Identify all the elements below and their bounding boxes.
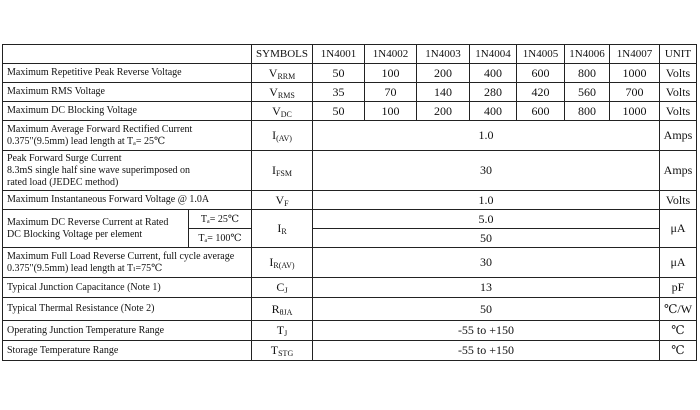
param-label: Typical Junction Capacitance (Note 1) — [3, 278, 252, 298]
symbol: $I_R$ — [252, 210, 313, 248]
value-cell: 35 — [313, 83, 365, 102]
unit-cell: Volts — [660, 83, 697, 102]
value-cell: 50 — [313, 298, 660, 321]
symbol: $V_{RMS}$ — [252, 83, 313, 102]
row-irav — [3, 248, 697, 278]
header-part: 1N4001 — [313, 45, 365, 64]
row-vrrm — [3, 64, 697, 83]
unit-cell: Volts — [660, 64, 697, 83]
value-cell: 800 — [565, 64, 610, 83]
unit-cell: μA — [660, 210, 697, 248]
value-cell: 1000 — [610, 64, 660, 83]
row-rtheta — [3, 298, 697, 321]
value-cell: 1.0 — [313, 121, 660, 151]
condition-cell: Tₐ= 100℃ — [189, 229, 252, 248]
value-cell: 30 — [313, 248, 660, 278]
symbol: $V_F$ — [252, 191, 313, 210]
symbol: $I_{(AV)}$ — [252, 121, 313, 151]
symbol: $T_J$ — [252, 321, 313, 341]
param-label: Storage Temperature Range — [3, 341, 252, 361]
value-cell: 1.0 — [313, 191, 660, 210]
value-cell: -55 to +150 — [313, 341, 660, 361]
row-vrms — [3, 83, 697, 102]
value-cell: 1000 — [610, 102, 660, 121]
value-cell: 100 — [365, 102, 417, 121]
param-label: Maximum DC Blocking Voltage — [3, 102, 252, 121]
row-vdc — [3, 102, 697, 121]
unit-cell: Amps — [660, 151, 697, 191]
ratings-table — [2, 44, 697, 361]
header-unit: UNIT — [660, 45, 697, 64]
value-cell: 560 — [565, 83, 610, 102]
value-cell: 100 — [365, 64, 417, 83]
symbol: $V_{RRM}$ — [252, 64, 313, 83]
header-row — [3, 45, 697, 64]
value-cell: 600 — [517, 64, 565, 83]
param-label: Maximum Instantaneous Forward Voltage @ 1.0A — [3, 191, 252, 210]
param-line: Maximum Full Load Reverse Current, full cycle average — [7, 250, 235, 262]
value-cell: 400 — [470, 64, 517, 83]
param-line: 8.3mS single half sine wave superimposed on — [7, 164, 191, 176]
row-iav — [3, 121, 697, 151]
value-cell: 30 — [313, 151, 660, 191]
row-cj — [3, 278, 697, 298]
param-line: 0.375"(9.5mm) lead length at Tₗ=75℃ — [7, 262, 163, 274]
param-line: DC Blocking Voltage per element — [7, 228, 143, 240]
value-cell: 600 — [517, 102, 565, 121]
symbol: $V_{DC}$ — [252, 102, 313, 121]
value-cell: 140 — [417, 83, 470, 102]
symbol: $T_{STG}$ — [252, 341, 313, 361]
unit-cell: pF — [660, 278, 697, 298]
param-label: Operating Junction Temperature Range — [3, 321, 252, 341]
param-line: Maximum Average Forward Rectified Current — [7, 123, 193, 135]
param-line: Maximum DC Reverse Current at Rated — [7, 216, 169, 228]
condition-cell: Tₐ= 25℃ — [189, 210, 252, 229]
symbol: $I_{R(AV)}$ — [252, 248, 313, 278]
value-cell: 800 — [565, 102, 610, 121]
param-label — [3, 151, 252, 191]
param-label — [3, 121, 252, 151]
unit-cell: ℃ — [660, 321, 697, 341]
header-symbols: SYMBOLS — [252, 45, 313, 64]
header-part: 1N4003 — [417, 45, 470, 64]
row-tstg — [3, 341, 697, 361]
symbol: $R_{\theta JA}$ — [252, 298, 313, 321]
value-cell: 700 — [610, 83, 660, 102]
value-cell: 200 — [417, 102, 470, 121]
row-vf — [3, 191, 697, 210]
value-cell: 50 — [313, 102, 365, 121]
row-ifsm — [3, 151, 697, 191]
value-cell: 420 — [517, 83, 565, 102]
header-part: 1N4007 — [610, 45, 660, 64]
symbol: $C_J$ — [252, 278, 313, 298]
param-label — [3, 210, 189, 248]
value-cell: 5.0 — [313, 210, 660, 229]
value-cell: 50 — [313, 64, 365, 83]
value-cell: -55 to +150 — [313, 321, 660, 341]
param-line: 0.375"(9.5mm) lead length at Tₐ= 25℃ — [7, 135, 166, 147]
value-cell: 200 — [417, 64, 470, 83]
value-cell: 400 — [470, 102, 517, 121]
unit-cell: Volts — [660, 102, 697, 121]
unit-cell: Amps — [660, 121, 697, 151]
header-part: 1N4002 — [365, 45, 417, 64]
symbol: $I_{FSM}$ — [252, 151, 313, 191]
unit-cell: ℃ — [660, 341, 697, 361]
param-label: Maximum Repetitive Peak Reverse Voltage — [3, 64, 252, 83]
param-line: rated load (JEDEC method) — [7, 176, 119, 188]
header-blank-cell — [3, 45, 252, 64]
param-label — [3, 248, 252, 278]
header-part: 1N4006 — [565, 45, 610, 64]
value-cell: 70 — [365, 83, 417, 102]
header-part: 1N4005 — [517, 45, 565, 64]
unit-cell: μA — [660, 248, 697, 278]
header-part: 1N4004 — [470, 45, 517, 64]
value-cell: 280 — [470, 83, 517, 102]
value-cell: 50 — [313, 229, 660, 248]
value-cell: 13 — [313, 278, 660, 298]
row-tj — [3, 321, 697, 341]
unit-cell: ℃/W — [660, 298, 697, 321]
param-label: Maximum RMS Voltage — [3, 83, 252, 102]
row-ir — [3, 210, 697, 229]
param-label: Typical Thermal Resistance (Note 2) — [3, 298, 252, 321]
param-line: Peak Forward Surge Current — [7, 152, 122, 164]
unit-cell: Volts — [660, 191, 697, 210]
